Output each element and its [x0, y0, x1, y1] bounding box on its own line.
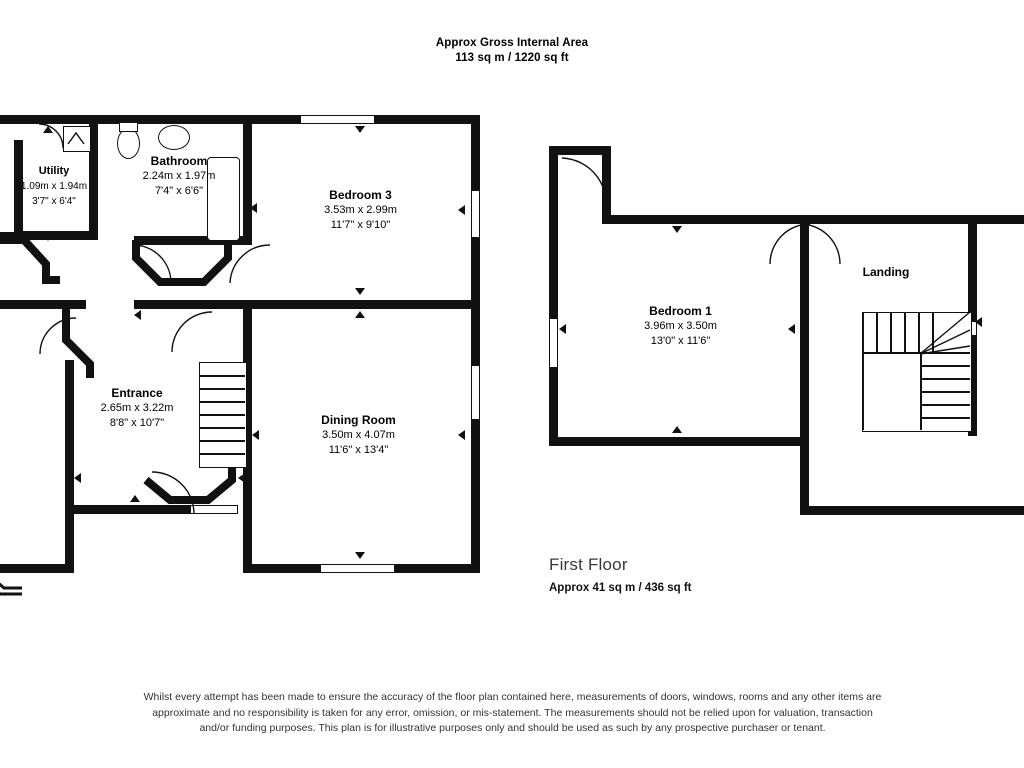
- stair-tread: [920, 417, 970, 419]
- door-hall-to-bedroom3: [228, 245, 270, 285]
- room-dim-imperial: 3'7" x 6'4": [32, 196, 76, 207]
- room-dim-metric: 3.96m x 3.50m: [644, 320, 717, 332]
- wall-right-outer: [471, 115, 480, 573]
- wall-ff-bottom-bedroom1: [549, 437, 809, 446]
- stair-tread: [199, 427, 245, 429]
- utility-appliance-glyph: [63, 126, 89, 150]
- room-name: Landing: [862, 265, 910, 279]
- arrow-dining-right: [458, 430, 465, 440]
- room-label-bathroom: [113, 154, 245, 199]
- arrow-bedroom1-bottom: [672, 426, 682, 433]
- arrow-bedroom3-right: [458, 205, 465, 215]
- first-floor-area: Approx 41 sq m / 436 sq ft: [549, 582, 692, 594]
- room-dim-metric: 1.09m x 1.94m: [20, 181, 88, 192]
- door-entrance-front: [152, 472, 196, 516]
- door-bathroom: [133, 245, 173, 285]
- room-label-landing: [827, 265, 945, 280]
- arrow-bedroom3-top: [355, 126, 365, 133]
- room-label-utility: [8, 164, 100, 209]
- window-bedroom3-top: [300, 115, 375, 124]
- room-dim-metric: 2.65m x 3.22m: [100, 402, 174, 414]
- room-label-bedroom-1: [608, 304, 753, 349]
- stair-tread: [199, 401, 245, 403]
- stair-tread: [199, 453, 245, 455]
- arrow-bedroom1-right: [788, 324, 795, 334]
- arrow-bedroom1-top: [672, 226, 682, 233]
- stair-tread: [199, 440, 245, 442]
- arrow-entrance-door: [238, 473, 245, 483]
- arrow-dining-top: [355, 311, 365, 318]
- arrow-bedroom3-bottom: [355, 288, 365, 295]
- window-bedroom1-left: [549, 318, 558, 368]
- room-dim-imperial: 13'0" x 11'6": [650, 335, 711, 347]
- room-name: Bedroom 1: [649, 304, 712, 318]
- stair-tread: [199, 414, 245, 416]
- arrow-bedroom1-left: [559, 324, 566, 334]
- arrow-dining-left: [252, 430, 259, 440]
- stair-tread: [199, 375, 245, 377]
- gia-label: Approx Gross Internal Area: [435, 37, 589, 49]
- wc-cistern-icon: [119, 122, 138, 132]
- room-dim-imperial: 7'4" x 6'6": [154, 185, 204, 197]
- first-floor-title: First Floor: [549, 555, 628, 574]
- room-name: Entrance: [111, 386, 163, 400]
- wall-top-outer: [0, 115, 480, 124]
- disclaimer-text: Whilst every attempt has been made to ensure the accuracy of the floor plan contained here, measurements of doors, windows, rooms and any other items are approximate and no responsibility is taken for any error, omission, or mis-statement. The measurements should not be relied upon for valuation, transaction and/or funding purposes. This plan is for illustrative purposes only and should be used as such by any prospective purchaser or tenant.: [143, 691, 882, 734]
- room-dim-metric: 2.24m x 1.97m: [142, 170, 216, 182]
- washbasin-icon: [158, 125, 190, 150]
- wall-ff-bottom-landing: [800, 506, 1024, 515]
- window-dining-bottom: [320, 564, 395, 573]
- room-name: Dining Room: [321, 413, 396, 427]
- stair-tread: [920, 365, 970, 367]
- room-dim-imperial: 11'6" x 13'4": [328, 444, 389, 456]
- arrow-entrance-left: [74, 473, 81, 483]
- stair-tread: [199, 388, 245, 390]
- door-ff-top-left: [560, 156, 606, 222]
- gia-value: 113 sq m / 1220 sq ft: [455, 52, 569, 64]
- stair-tread: [920, 378, 970, 380]
- room-dim-metric: 3.50m x 4.07m: [322, 429, 395, 441]
- room-name: Bedroom 3: [329, 188, 392, 202]
- arrow-dining-bottom: [355, 552, 365, 559]
- arrow-entrance-bottom: [130, 495, 140, 502]
- room-dim-imperial: 11'7" x 9'10": [330, 219, 391, 231]
- room-label-entrance: [73, 386, 201, 431]
- stair-tread: [920, 391, 970, 393]
- room-dim-imperial: 8'8" x 10'7": [109, 417, 165, 429]
- room-name: Bathroom: [150, 154, 208, 168]
- room-label-dining-room: [286, 413, 431, 458]
- room-dim-metric: 3.53m x 2.99m: [324, 204, 397, 216]
- stair-winder-lines: [862, 312, 970, 356]
- room-label-bedroom-3: [288, 188, 433, 233]
- arrow-utility-up: [43, 126, 53, 133]
- gross-internal-area-header: [0, 36, 1024, 66]
- door-hall-to-lounge: [40, 318, 78, 356]
- wall-ff-top-main: [602, 215, 1024, 224]
- arrow-bathroom-right: [250, 203, 257, 213]
- door-landing: [800, 224, 842, 266]
- stair-tread: [920, 404, 970, 406]
- room-name: Utility: [38, 165, 70, 177]
- door-entrance-inner: [172, 312, 214, 354]
- arrow-hall-left: [134, 310, 141, 320]
- arrow-landing-right: [975, 317, 982, 327]
- wall-ff-top-left: [549, 146, 558, 446]
- porch-bay-outline: [0, 558, 36, 600]
- window-dining-right: [471, 365, 480, 420]
- window-bedroom3-right: [471, 190, 480, 238]
- arrow-utility-down: [43, 234, 53, 241]
